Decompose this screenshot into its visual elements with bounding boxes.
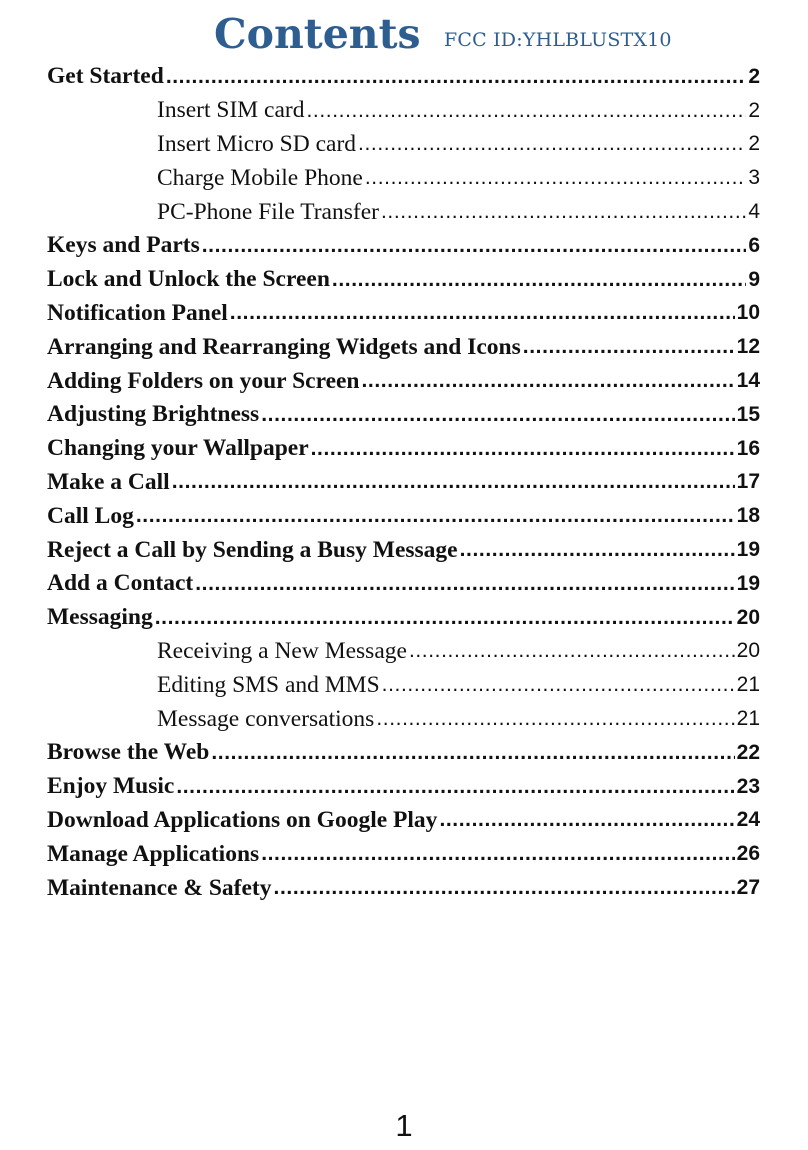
toc-entry-page: 19	[736, 538, 760, 562]
toc-entry[interactable]	[47, 804, 760, 838]
toc-entry-page: 24	[736, 808, 760, 832]
toc-dot-leader	[261, 403, 734, 427]
toc-dot-leader	[172, 470, 735, 494]
toc-dot-leader	[166, 65, 747, 89]
toc-entry-label: Adding Folders on your Screen	[47, 367, 360, 394]
toc-entry[interactable]	[47, 770, 760, 804]
toc-dot-leader	[274, 876, 735, 900]
toc-entry-label: Add a Contact	[47, 570, 194, 597]
toc-entry-page: 3	[748, 166, 760, 190]
toc-subentry[interactable]	[47, 668, 760, 702]
toc-entry[interactable]	[47, 330, 760, 364]
toc-dot-leader	[311, 437, 735, 461]
toc-dot-leader	[523, 335, 735, 359]
toc-dot-leader	[358, 132, 746, 156]
toc-dot-leader	[155, 606, 735, 630]
toc-dot-leader	[381, 200, 746, 224]
page-header	[0, 8, 808, 60]
toc-entry[interactable]	[47, 837, 760, 871]
toc-dot-leader	[230, 301, 735, 325]
toc-entry-page: 14	[736, 369, 760, 393]
page-title: Contents	[214, 10, 421, 58]
toc-entry-page: 17	[736, 470, 760, 494]
toc-dot-leader	[306, 99, 746, 123]
toc-entry-label: Changing your Wallpaper	[47, 435, 309, 462]
toc-dot-leader	[202, 234, 747, 258]
toc-entry-page: 23	[736, 774, 760, 798]
toc-entry-label: Insert SIM card	[157, 97, 305, 124]
toc-entry[interactable]	[47, 364, 760, 398]
toc-entry-page: 10	[736, 301, 760, 325]
toc-dot-leader	[382, 673, 735, 697]
toc-subentry[interactable]	[47, 635, 760, 669]
toc-entry-page: 2	[748, 98, 760, 122]
toc-entry-label: Browse the Web	[47, 739, 210, 766]
toc-entry-page: 22	[736, 740, 760, 764]
toc-dot-leader	[176, 775, 734, 799]
toc-entry-page: 2	[748, 132, 760, 156]
toc-entry-label: Call Log	[47, 502, 134, 529]
toc-entry[interactable]	[47, 499, 760, 533]
toc-entry-label: Lock and Unlock the Screen	[47, 266, 330, 293]
toc-subentry[interactable]	[47, 195, 760, 229]
toc-dot-leader	[332, 268, 746, 292]
toc-dot-leader	[376, 707, 734, 731]
toc-entry-label: Maintenance & Safety	[47, 874, 272, 901]
toc-entry[interactable]	[47, 466, 760, 500]
toc-entry-page: 20	[736, 639, 760, 663]
toc-entry-page: 15	[736, 402, 760, 426]
toc-dot-leader	[261, 842, 734, 866]
toc-entry-label: Arranging and Rearranging Widgets and Icons	[47, 333, 521, 360]
toc-subentry[interactable]	[47, 94, 760, 128]
toc-entry[interactable]	[47, 601, 760, 635]
toc-dot-leader	[362, 369, 735, 393]
toc-entry-page: 16	[736, 436, 760, 460]
toc-subentry[interactable]	[47, 702, 760, 736]
toc-entry-label: Adjusting Brightness	[47, 401, 260, 428]
toc-entry-label: Messaging	[47, 604, 153, 631]
toc-dot-leader	[136, 504, 735, 528]
toc-subentry[interactable]	[47, 128, 760, 162]
toc-entry-label: Enjoy Music	[47, 773, 175, 800]
toc-entry-page: 26	[736, 842, 760, 866]
toc-entry-label: Download Applications on Google Play	[47, 806, 438, 833]
toc-entry-page: 6	[748, 233, 760, 257]
toc-entry[interactable]	[47, 297, 760, 331]
toc-entry[interactable]	[47, 736, 760, 770]
table-of-contents	[47, 60, 760, 905]
toc-entry-page: 18	[736, 504, 760, 528]
toc-entry-page: 21	[736, 707, 760, 731]
toc-entry[interactable]	[47, 432, 760, 466]
toc-entry-label: Keys and Parts	[47, 232, 200, 259]
toc-entry-label: Notification Panel	[47, 299, 228, 326]
toc-entry-page: 2	[748, 64, 760, 88]
toc-dot-leader	[409, 639, 735, 663]
toc-entry[interactable]	[47, 60, 760, 94]
toc-entry-label: Insert Micro SD card	[157, 130, 357, 157]
toc-entry[interactable]	[47, 567, 760, 601]
toc-entry[interactable]	[47, 398, 760, 432]
toc-entry-label: Manage Applications	[47, 840, 260, 867]
toc-entry[interactable]	[47, 229, 760, 263]
page-number: 1	[395, 1108, 413, 1143]
toc-entry[interactable]	[47, 533, 760, 567]
toc-entry-page: 9	[748, 267, 760, 291]
toc-entry-label: Charge Mobile Phone	[157, 164, 363, 191]
toc-entry-label: Get Started	[47, 63, 164, 90]
toc-dot-leader	[439, 808, 734, 832]
toc-dot-leader	[365, 166, 746, 190]
toc-entry-label: Message conversations	[157, 705, 375, 732]
toc-entry-label: Editing SMS and MMS	[157, 671, 380, 698]
toc-dot-leader	[460, 538, 735, 562]
toc-subentry[interactable]	[47, 161, 760, 195]
toc-entry-page: 21	[736, 673, 760, 697]
toc-entry-page: 20	[736, 605, 760, 629]
toc-entry-page: 4	[748, 200, 760, 224]
toc-entry-label: Reject a Call by Sending a Busy Message	[47, 536, 458, 563]
toc-dot-leader	[195, 572, 734, 596]
toc-dot-leader	[211, 741, 734, 765]
toc-entry-label: Make a Call	[47, 468, 170, 495]
toc-entry[interactable]	[47, 263, 760, 297]
toc-entry-page: 27	[736, 876, 760, 900]
toc-entry[interactable]	[47, 871, 760, 905]
toc-entry-page: 12	[736, 335, 760, 359]
toc-entry-label: Receiving a New Message	[157, 637, 407, 664]
toc-entry-page: 19	[736, 571, 760, 595]
toc-entry-label: PC-Phone File Transfer	[157, 198, 379, 225]
fcc-id: FCC ID:YHLBLUSTX10	[444, 29, 672, 51]
